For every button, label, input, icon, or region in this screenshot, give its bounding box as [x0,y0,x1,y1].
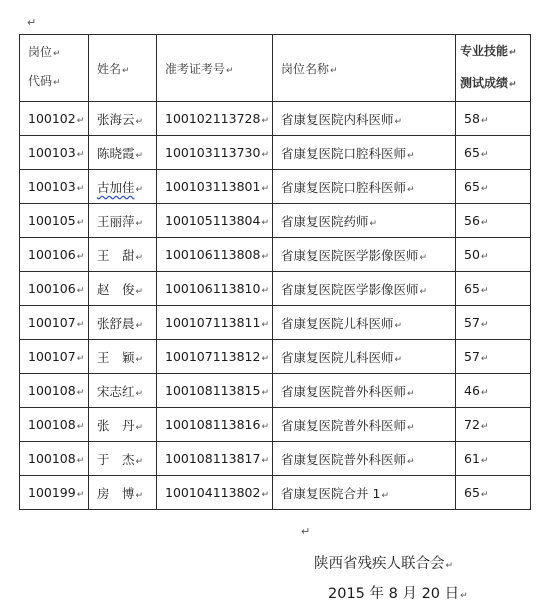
paragraph-mark: ↵ [76,354,85,364]
cell-score-text: 56 [464,213,480,228]
cell-position-name-text: 省康复医院医学影像医师 [281,281,419,297]
cell-position-name [273,170,456,204]
cell-position-code-text: 100106 [28,247,76,262]
cell-name [89,136,157,170]
cell-position-name-text: 省康复医院口腔科医师 [281,179,407,195]
cell-name [89,204,157,238]
cell-position-name-text: 省康复医院合并 1 [281,485,381,501]
cell-position-code [20,476,89,510]
cell-ticket-number [157,136,273,170]
paragraph-mark: ↵ [53,78,61,88]
table-row [20,204,531,238]
cell-ticket-number-text: 100107113812 [165,349,261,364]
cell-position-name [273,136,456,170]
issue-date-text: 2015 年 8 月 20 日 [328,586,460,602]
cell-score [456,442,531,476]
cell-name-text: 王 甜 [97,247,135,263]
paragraph-mark: ↵ [135,150,144,161]
cell-score [456,272,531,306]
cell-name-text: 房 博 [97,485,135,501]
cell-ticket-number-text: 100105113804 [165,213,261,228]
cell-score [456,306,531,340]
cell-name [89,238,157,272]
cell-score [456,102,531,136]
paragraph-mark: ↵ [261,252,269,262]
paragraph-mark: ↵ [480,150,489,160]
cell-position-name [273,476,456,510]
cell-position-name [273,408,456,442]
paragraph-mark: ↵ [480,422,489,432]
paragraph-mark: ↵ [135,354,144,365]
paragraph-mark: ↵ [122,65,130,76]
paragraph-mark: ↵ [394,116,403,127]
table-row [20,306,531,340]
cell-score-text: 65 [464,485,480,500]
cell-position-code-text: 100105 [28,213,76,228]
cell-ticket-number [157,476,273,510]
cell-score [456,136,531,170]
cell-position-code [20,170,89,204]
cell-ticket-number-text: 100108113815 [165,383,261,398]
paragraph-mark: ↵ [509,80,517,90]
cell-position-code [20,272,89,306]
cell-name [89,272,157,306]
cell-name-text: 陈晓霞 [97,145,135,161]
cell-name [89,102,157,136]
paragraph-mark: ↵ [480,388,489,398]
paragraph-mark: ↵ [480,116,489,126]
paragraph-mark: ↵ [407,388,415,399]
cell-position-code-text: 100106 [28,281,76,296]
cell-position-name-text: 省康复医院儿科医师 [281,315,394,331]
cell-ticket-number [157,238,273,272]
cell-name-text: 张海云 [97,111,135,127]
paragraph-mark: ↵ [76,252,85,262]
cell-position-name-text: 省康复医院医学影像医师 [281,247,419,263]
paragraph-mark: ↵ [135,388,144,399]
cell-ticket-number [157,340,273,374]
cell-name-text: 张 丹 [97,417,135,433]
paragraph-mark: ↵ [135,320,144,331]
cell-ticket-number-text: 100104113802 [165,485,261,500]
table-row [20,476,531,510]
cell-name [89,170,157,204]
paragraph-mark: ↵ [480,490,489,500]
cell-ticket-number-text: 100107113811 [165,315,261,330]
cell-score-text: 50 [464,247,480,262]
cell-ticket-number-text: 100103113801 [165,179,261,194]
cell-position-name [273,374,456,408]
table-body [20,102,531,510]
organization-name: 陕西省残疾人联合会 [314,556,445,572]
paragraph-mark: ↵ [261,388,269,398]
cell-ticket-number [157,374,273,408]
table-row [20,136,531,170]
paragraph-mark: ↵ [407,150,415,161]
cell-position-code-text: 100103 [28,179,76,194]
header-score-line2: 测试成绩 [460,76,509,90]
issue-date [328,582,468,603]
cell-position-code [20,442,89,476]
cell-position-name-text: 省康复医院内科医师 [281,111,394,127]
paragraph-mark: ↵ [480,456,489,466]
paragraph-mark: ↵ [261,286,269,296]
cell-name [89,340,157,374]
paragraph-mark: ↵ [76,184,85,194]
table-row [20,170,531,204]
cell-name [89,306,157,340]
cell-position-code-text: 100107 [28,315,76,330]
cell-score [456,204,531,238]
cell-position-code [20,374,89,408]
cell-position-name-text: 省康复医院儿科医师 [281,349,394,365]
cell-position-name-text: 省康复医院口腔科医师 [281,145,407,161]
cell-position-code [20,136,89,170]
cell-score [456,476,531,510]
cell-position-code [20,238,89,272]
paragraph-mark: ↵ [261,422,269,432]
paragraph-mark: ↵ [480,252,489,262]
cell-position-name [273,102,456,136]
cell-position-name-text: 省康复医院药师 [281,213,369,229]
cell-ticket-number-text: 100103113730 [165,145,261,160]
cell-ticket-number-text: 100106113810 [165,281,261,296]
paragraph-mark: ↵ [407,184,415,195]
cell-name-text: 王 颖 [97,349,135,365]
paragraph-mark: ↵ [76,388,85,398]
cell-position-name [273,272,456,306]
cell-score [456,374,531,408]
cell-ticket-number [157,306,273,340]
paragraph-mark: ↵ [407,456,415,467]
cell-score-text: 58 [464,111,480,126]
paragraph-mark: ↵ [407,422,415,433]
paragraph-mark: ↵ [330,65,338,76]
cell-position-name-text: 省康复医院普外科医师 [281,383,407,399]
header-code-line2: 代码 [28,74,53,88]
paragraph-mark: ↵ [76,286,85,296]
paragraph-mark: ↵ [135,422,144,433]
paragraph-mark: ↵ [135,490,144,501]
paragraph-mark: ↵ [261,354,269,364]
paragraph-mark: ↵ [480,218,489,228]
header-name-label: 姓名 [97,61,122,76]
cell-ticket-number [157,204,273,238]
cell-score-text: 57 [464,315,480,330]
cell-position-name-text: 省康复医院普外科医师 [281,417,407,433]
paragraph-mark: ↵ [76,422,85,432]
organization-signature [314,552,453,573]
paragraph-mark: ↵ [261,116,269,126]
paragraph-mark: ↵ [261,490,269,500]
cell-name-text: 于 杰 [97,451,135,467]
cell-position-code-text: 100108 [28,417,76,432]
cell-ticket-number [157,102,273,136]
cell-score-text: 65 [464,179,480,194]
cell-ticket-number-text: 100106113808 [165,247,261,262]
cell-name [89,476,157,510]
header-score-line1: 专业技能 [460,44,509,58]
score-table [19,34,531,510]
paragraph-mark: ↵ [76,490,85,500]
header-score [456,35,531,102]
paragraph-mark: ↵ [480,320,489,330]
paragraph-mark: ↵ [135,184,144,195]
paragraph-mark: ↵ [381,490,389,501]
paragraph-mark: ↵ [135,116,144,127]
cell-name [89,374,157,408]
cell-position-code-text: 100103 [28,145,76,160]
cell-score-text: 46 [464,383,480,398]
cell-score [456,170,531,204]
cell-score-text: 57 [464,349,480,364]
paragraph-mark: ↵ [261,150,269,160]
cell-ticket-number [157,170,273,204]
header-ticket [157,35,273,102]
cell-position-name [273,442,456,476]
paragraph-mark: ↵ [76,150,85,160]
cell-name-text: 宋志红 [97,383,135,399]
cell-ticket-number-text: 100102113728 [165,111,261,126]
cell-score-text: 65 [464,281,480,296]
paragraph-mark: ↵ [419,252,428,263]
cell-name [89,408,157,442]
table-row [20,102,531,136]
paragraph-mark: ↵ [480,286,489,296]
table-row [20,238,531,272]
header-position-name [273,35,456,102]
paragraph-mark: ↵ [301,525,311,538]
paragraph-mark: ↵ [445,561,454,571]
cell-score-text: 72 [464,417,480,432]
paragraph-mark: ↵ [460,591,468,601]
paragraph-mark: ↵ [394,320,403,331]
cell-score [456,340,531,374]
paragraph-mark: ↵ [135,218,144,229]
header-position-label: 岗位名称 [281,61,330,76]
cell-position-code [20,408,89,442]
paragraph-mark: ↵ [261,320,269,330]
paragraph-mark: ↵ [419,286,428,297]
cell-position-code-text: 100108 [28,383,76,398]
header-code-line1: 岗位 [28,45,53,59]
paragraph-mark: ↵ [135,252,144,263]
cell-position-name-text: 省康复医院普外科医师 [281,451,407,467]
paragraph-mark: ↵ [76,116,85,126]
paragraph-mark: ↵ [261,218,269,228]
cell-name-text: 王丽萍 [97,213,135,229]
cell-position-code [20,102,89,136]
paragraph-mark: ↵ [261,184,269,194]
paragraph-mark: ↵ [261,456,269,466]
cell-position-name [273,340,456,374]
cell-position-code-text: 100107 [28,349,76,364]
paragraph-mark: ↵ [53,49,61,59]
paragraph-mark: ↵ [394,354,403,365]
table-row [20,374,531,408]
cell-position-code-text: 100102 [28,111,76,126]
table-row [20,272,531,306]
cell-name-text: 赵 俊 [97,281,135,297]
cell-ticket-number-text: 100108113817 [165,451,261,466]
cell-score [456,408,531,442]
cell-score-text: 65 [464,145,480,160]
cell-position-name [273,306,456,340]
cell-position-code [20,306,89,340]
cell-ticket-number [157,272,273,306]
paragraph-mark: ↵ [135,286,144,297]
table-row [20,442,531,476]
table-row [20,408,531,442]
paragraph-mark: ↵ [76,218,85,228]
cell-name [89,442,157,476]
header-position-code [20,35,89,102]
cell-ticket-number [157,442,273,476]
paragraph-mark: ↵ [369,218,378,229]
paragraph-mark: ↵ [480,354,489,364]
table-header-row [20,35,531,102]
paragraph-mark: ↵ [27,16,37,29]
cell-name-text: 张舒晨 [97,315,135,331]
paragraph-mark: ↵ [76,456,85,466]
cell-score [456,238,531,272]
cell-position-name [273,238,456,272]
cell-ticket-number-text: 100108113816 [165,417,261,432]
cell-position-code-text: 100108 [28,451,76,466]
paragraph-mark: ↵ [480,184,489,194]
cell-position-code [20,204,89,238]
paragraph-mark: ↵ [226,65,234,76]
paragraph-mark: ↵ [135,456,144,467]
cell-ticket-number [157,408,273,442]
cell-name-text: 古加佳 [97,179,135,195]
cell-position-name [273,204,456,238]
cell-position-code-text: 100199 [28,485,76,500]
header-ticket-label: 准考证考号 [165,61,226,76]
paragraph-mark: ↵ [509,48,517,58]
paragraph-mark: ↵ [76,320,85,330]
table-row [20,340,531,374]
cell-score-text: 61 [464,451,480,466]
header-name [89,35,157,102]
cell-position-code [20,340,89,374]
